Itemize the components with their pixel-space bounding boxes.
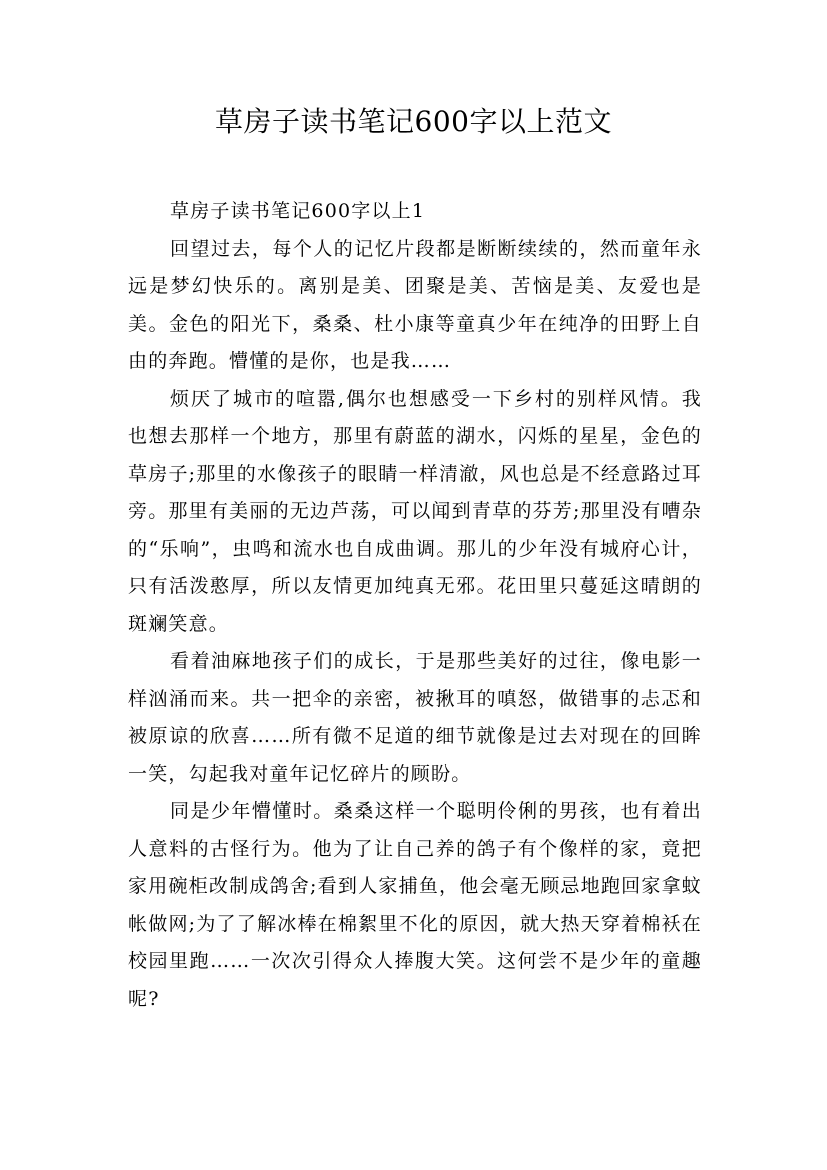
paragraph-2: 烦厌了城市的喧嚣,偶尔也想感受一下乡村的别样风情。我也想去那样一个地方，那里有蔚蓝的湖水，闪烁的星星，金色的草房子;那里的水像孩子的眼睛一样清澈，风也总是不经意路过耳旁。那里有美丽的无边芦荡，可以闻到青草的芬芳;那里没有嘈杂的“乐响”，虫鸣和流水也自成曲调。那儿的少年没有城府心计，只有活泼憨厚，所以友情更加纯真无邪。花田里只蔓延这晴朗的斑斓笑意。 — [128, 387, 702, 635]
document-body — [128, 193, 702, 1018]
paragraph-4: 同是少年懵懂时。桑桑这样一个聪明伶俐的男孩，也有着出人意料的古怪行为。他为了让自己养的鸽子有个像样的家，竟把家用碗柜改制成鸽舍;看到人家捕鱼，他会毫无顾忌地跑回家拿蚊帐做网;为了了解冰棒在棉絮里不化的原因，就大热天穿着棉袄在校园里跑……一次次引得众人捧腹大笑。这何尝不是少年的童趣呢? — [128, 800, 702, 1010]
paragraph-3: 看着油麻地孩子们的成长，于是那些美好的过往，像电影一样汹涌而来。共一把伞的亲密，被揪耳的嗔怒，做错事的忐忑和被原谅的欣喜……所有微不足道的细节就像是过去对现在的回眸一笑，勾起我对童年记忆碎片的顾盼。 — [128, 650, 702, 785]
section-subheading: 草房子读书笔记600字以上1 — [170, 200, 426, 222]
document-title: 草房子读书笔记600字以上范文 — [215, 105, 612, 138]
paragraph-1: 回望过去，每个人的记忆片段都是断断续续的，然而童年永远是梦幻快乐的。离别是美、团聚是美、苦恼是美、友爱也是美。金色的阳光下，桑桑、杜小康等童真少年在纯净的田野上自由的奔跑。懵懂的是你，也是我…… — [128, 237, 702, 372]
